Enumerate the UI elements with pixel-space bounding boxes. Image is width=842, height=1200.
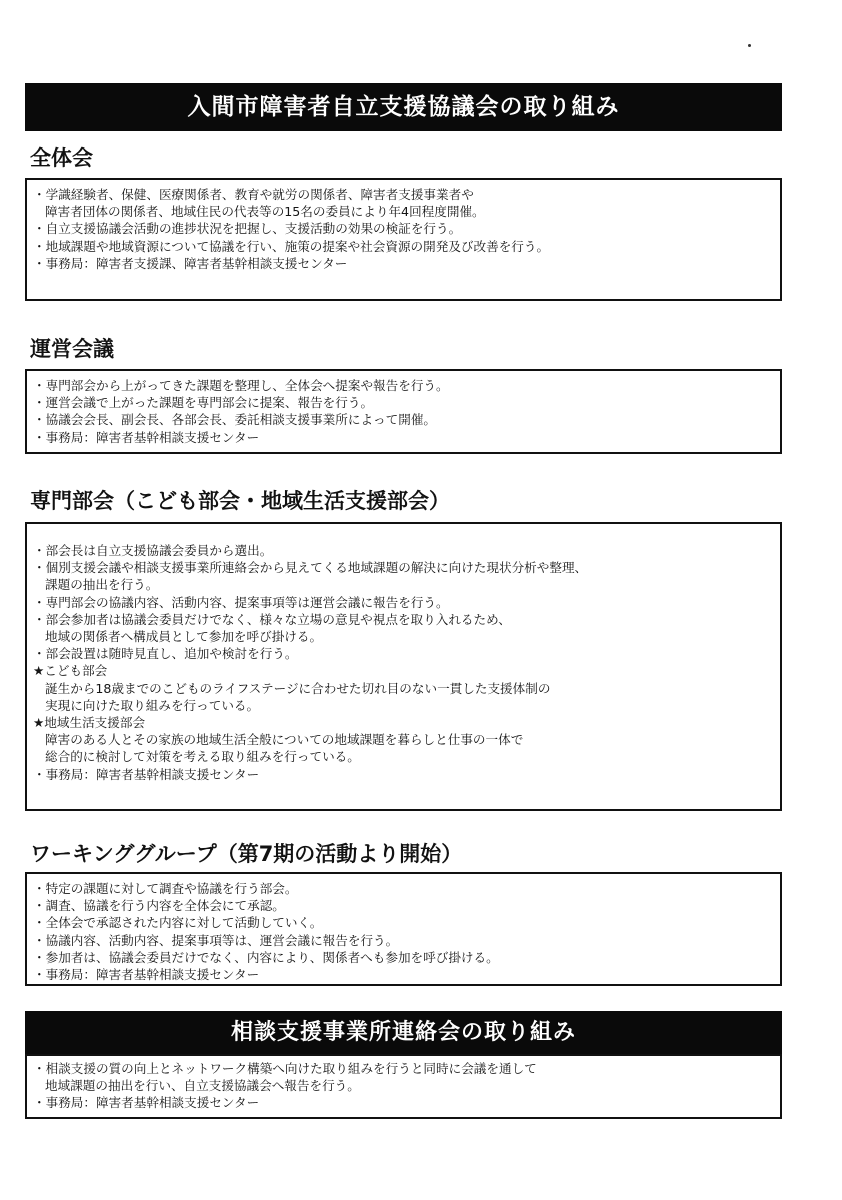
specialized-line: ・個別支援会議や相談支援事業所連絡会から見えてくる地域課題の解決に向けた現状分析や整理、 bbox=[33, 560, 588, 576]
general-line: 障害者団体の関係者、地域住民の代表等の15名の委員により年4回程度開催。 bbox=[45, 204, 485, 220]
specialized-line: ・専門部会の協議内容、活動内容、提案事項等は運営会議に報告を行う。 bbox=[33, 594, 449, 610]
liaison-line: 地域課題の抽出を行い、自立支援協議会へ報告を行う。 bbox=[45, 1078, 360, 1094]
liaison-title-banner bbox=[25, 1011, 782, 1055]
specialized-line: ・事務局：障害者基幹相談支援センター bbox=[33, 766, 260, 782]
section-heading-operation: 運営会議 bbox=[30, 337, 114, 361]
operation-line: ・協議会会長、副会長、各部会長、委託相談支援事業所によって開催。 bbox=[33, 412, 436, 428]
working-line: ・全体会で承認された内容に対して活動していく。 bbox=[33, 915, 323, 931]
section-heading-specialized: 専門部会（こども部会・地域生活支援部会） bbox=[30, 489, 450, 513]
specialized-line: ・部会長は自立支援協議会委員から選出。 bbox=[33, 543, 273, 558]
liaison-line: ・事務局：障害者基幹相談支援センター bbox=[33, 1095, 260, 1111]
working-line: ・事務局：障害者基幹相談支援センター bbox=[33, 967, 260, 983]
specialized-line: 実現に向けた取り組みを行っている。 bbox=[45, 697, 260, 713]
general-line: ・学識経験者、保健、医療関係者、教育や就労の関係者、障害者支援事業者や bbox=[33, 187, 474, 202]
operation-line: ・専門部会から上がってきた課題を整理し、全体会へ提案や報告を行う。 bbox=[33, 378, 449, 393]
working-line: ・協議内容、活動内容、提案事項等は、運営会議に報告を行う。 bbox=[33, 932, 399, 948]
specialized-line: 課題の抽出を行う。 bbox=[45, 577, 159, 593]
specialized-line: 誕生から18歳までのこどものライフステージに合わせた切れ目のない一貫した支援体制の bbox=[45, 680, 551, 696]
main-title-banner bbox=[25, 83, 782, 131]
specialized-line: ・部会設置は随時見直し、追加や検討を行う。 bbox=[33, 646, 298, 662]
liaison-title: 相談支援事業所連絡会の取り組み bbox=[230, 1020, 576, 1045]
specialized-line: 総合的に検討して対策を考える取り組みを行っている。 bbox=[45, 749, 360, 765]
operation-line: ・事務局：障害者基幹相談支援センター bbox=[33, 429, 260, 445]
scan-speck bbox=[748, 44, 751, 47]
main-title: 入間市障害者自立支援協議会の取り組み bbox=[187, 94, 620, 120]
operation-box bbox=[25, 369, 782, 454]
section-heading-working-group: ワーキンググループ（第7期の活動より開始） bbox=[30, 842, 463, 866]
working-group-box bbox=[25, 872, 782, 986]
general-line: ・自立支援協議会活動の進捗状況を把握し、支援活動の効果の検証を行う。 bbox=[33, 221, 462, 237]
working-line: ・特定の課題に対して調査や協議を行う部会。 bbox=[33, 881, 298, 896]
working-line: ・調査、協議を行う内容を全体会にて承認。 bbox=[33, 898, 285, 914]
liaison-line: ・相談支援の質の向上とネットワーク構築へ向けた取り組みを行うと同時に会議を通して bbox=[33, 1061, 537, 1076]
liaison-box bbox=[25, 1054, 782, 1119]
specialized-line: 地域の関係者へ構成員として参加を呼び掛ける。 bbox=[45, 629, 323, 645]
specialized-box bbox=[25, 522, 782, 811]
general-line: ・事務局：障害者支援課、障害者基幹相談支援センター bbox=[33, 255, 348, 271]
subsection-community-label: ★地域生活支援部会 bbox=[33, 715, 146, 731]
specialized-line: ・部会参加者は協議会委員だけでなく、様々な立場の意見や視点を取り入れるため、 bbox=[33, 611, 511, 627]
subsection-kids-label: ★こども部会 bbox=[33, 663, 108, 679]
operation-line: ・運営会議で上がった課題を専門部会に提案、報告を行う。 bbox=[33, 395, 374, 411]
section-heading-general: 全体会 bbox=[30, 146, 93, 170]
general-line: ・地域課題や地域資源について協議を行い、施策の提案や社会資源の開発及び改善を行う。 bbox=[33, 238, 550, 254]
specialized-line: 障害のある人とその家族の地域生活全般についての地域課題を暮らしと仕事の一体で bbox=[45, 732, 524, 748]
general-box bbox=[25, 178, 782, 301]
working-line: ・参加者は、協議会委員だけでなく、内容により、関係者へも参加を呼び掛ける。 bbox=[33, 949, 499, 965]
